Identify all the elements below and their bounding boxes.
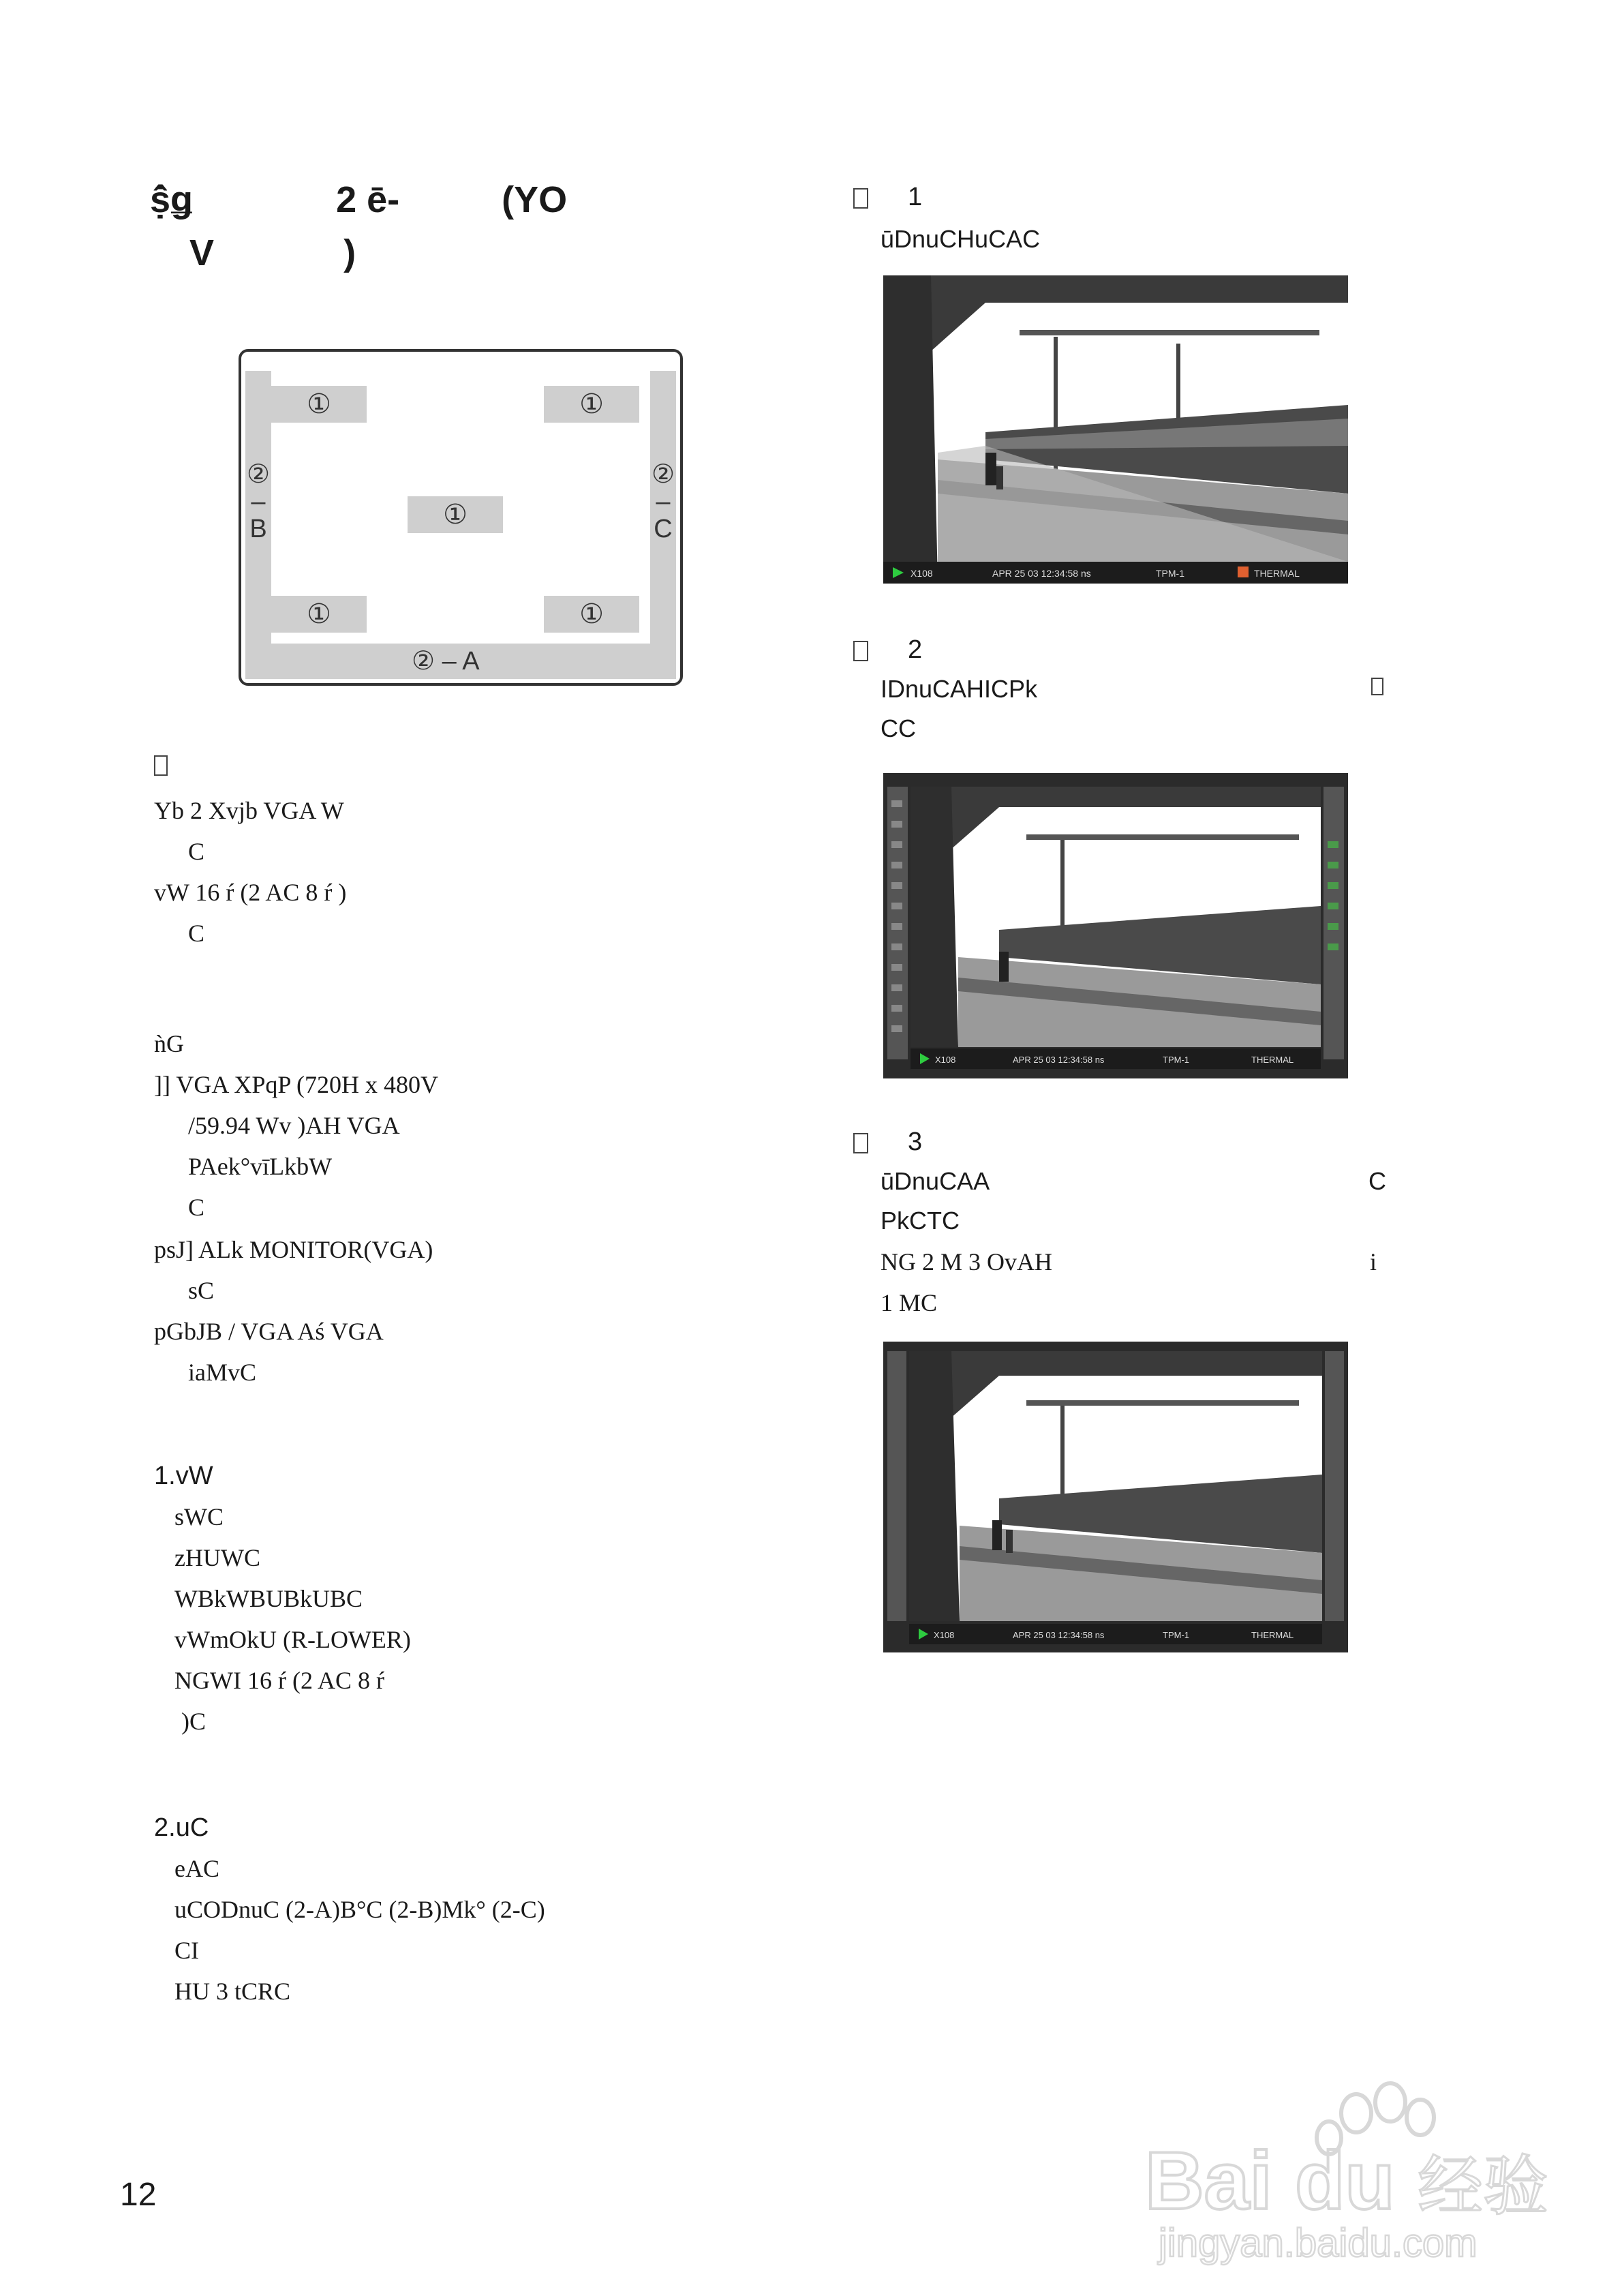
body-line: psJ] ALk MONITOR(VGA) <box>154 1236 433 1263</box>
screen-zone-diagram <box>239 349 683 686</box>
fig-1-station-image <box>883 275 1348 584</box>
fig-1-box <box>853 188 868 209</box>
osd-play: X108 <box>911 568 933 579</box>
osd-datetime: APR 25 03 12:34:58 ns <box>992 568 1091 579</box>
svg-text:TPM-1: TPM-1 <box>1163 1055 1189 1065</box>
section-2-line: uCODnuC (2-A)B°C (2-B)Mk° (2-C) <box>174 1896 545 1923</box>
svg-text:X108: X108 <box>934 1630 955 1640</box>
watermark-url: jingyan.baidu.com <box>1159 2221 1478 2265</box>
section-1-line: WBkWBUBkUBC <box>174 1585 363 1612</box>
zone-2c-label: ② – C <box>651 460 675 543</box>
zone-1-bottom-left: ① <box>271 596 367 633</box>
section-1-line: vWmOkU (R-LOWER) <box>174 1626 411 1653</box>
body-line: PAek°vīLkbW <box>188 1153 333 1180</box>
zone-2a-label: ② – A <box>412 647 480 676</box>
baidu-paw-logo <box>1131 2072 1554 2270</box>
station-photo-framed <box>883 773 1348 1078</box>
section-1-line: NGWI 16 ŕ (2 AC 8 ŕ <box>174 1667 384 1694</box>
fig-1-caption: ūDnuCHuCAC <box>881 225 1041 253</box>
fig-2-caption-2: CC <box>881 714 916 742</box>
fig-2-caption: IDnuCAHICPk <box>881 675 1038 703</box>
body-line: pGbJB / VGA Aś VGA <box>154 1318 384 1345</box>
section-1-line: sWC <box>174 1503 224 1530</box>
zone-1-bottom-right: ① <box>544 596 639 633</box>
body-line: Yb 2 Xvjb VGA W <box>154 797 344 824</box>
body-line: vW 16 ŕ (2 AC 8 ŕ ) <box>154 879 347 906</box>
zone-1-top-right: ① <box>544 386 639 423</box>
station-photo <box>883 275 1348 584</box>
fig-2-label: 2 <box>853 635 922 665</box>
page-title <box>150 179 567 221</box>
page-number: 12 <box>120 2177 157 2213</box>
title-part-3: (YO <box>502 179 568 220</box>
watermark-logo-text: Bai du <box>1145 2135 1395 2226</box>
title-part-4: V <box>189 232 215 273</box>
body-line: C <box>188 1194 205 1221</box>
page-title-line2 <box>189 232 356 274</box>
section-2-line: HU 3 tCRC <box>174 1978 291 2005</box>
section-2-heading: 2.uC <box>154 1813 209 1842</box>
body-line: C <box>188 920 205 947</box>
svg-text:X108: X108 <box>935 1055 956 1065</box>
body-line: sC <box>188 1277 215 1304</box>
note-box <box>154 755 168 776</box>
svg-text:THERMAL: THERMAL <box>1251 1630 1294 1640</box>
svg-text:TPM-1: TPM-1 <box>1163 1630 1189 1640</box>
fig-3-caption-end-2: i <box>1370 1248 1377 1275</box>
body-line: ]] VGA XPqP (720H x 480V <box>154 1071 439 1098</box>
section-1-line: zHUWC <box>174 1544 260 1571</box>
fig-3-box <box>853 1133 868 1153</box>
baidu-watermark <box>1131 2072 1554 2270</box>
fig-3-station-image <box>883 1342 1348 1652</box>
zone-2b-label: ② – B <box>246 460 271 543</box>
zone-1-center: ① <box>408 496 503 533</box>
fig-3-caption-4: 1 MC <box>881 1289 938 1316</box>
fig-1-label: 1 <box>853 183 922 212</box>
fig-3-caption-2: PkCTC <box>881 1207 960 1235</box>
section-1-line: )C <box>181 1708 206 1735</box>
title-part-2: 2 ē- <box>336 179 400 220</box>
osd-channel: TPM-1 <box>1156 568 1184 579</box>
fig-2-note-box <box>1371 678 1383 695</box>
watermark-cn-text: 经验 <box>1418 2148 1548 2224</box>
title-part-5: ) <box>343 232 356 273</box>
body-line: /59.94 Wv )AH VGA <box>188 1112 400 1139</box>
zone-1-top-left: ① <box>271 386 367 423</box>
section-1-heading: 1.vW <box>154 1462 213 1490</box>
title-part-1: ṩ̂ǥ <box>150 179 194 220</box>
station-photo-wide <box>883 1342 1348 1652</box>
section-2-line: eAC <box>174 1855 219 1882</box>
body-line: C <box>188 838 205 865</box>
fig-2-station-image <box>883 773 1348 1078</box>
fig-3-label: 3 <box>853 1128 922 1157</box>
fig-3-caption-end: C <box>1368 1167 1386 1195</box>
svg-text:THERMAL: THERMAL <box>1251 1055 1294 1065</box>
body-line: iaMvC <box>188 1359 257 1386</box>
subheading: ǹG <box>154 1030 184 1057</box>
fig-3-caption: ūDnuCAA <box>881 1167 990 1195</box>
osd-mode: THERMAL <box>1254 568 1300 579</box>
section-2-line: CI <box>174 1937 199 1964</box>
svg-text:APR 25 03 12:34:58 ns: APR 25 03 12:34:58 ns <box>1013 1055 1105 1065</box>
fig-3-caption-3: NG 2 M 3 OvAH <box>881 1248 1052 1275</box>
svg-text:APR 25 03 12:34:58 ns: APR 25 03 12:34:58 ns <box>1013 1630 1105 1640</box>
fig-2-box <box>853 641 868 661</box>
